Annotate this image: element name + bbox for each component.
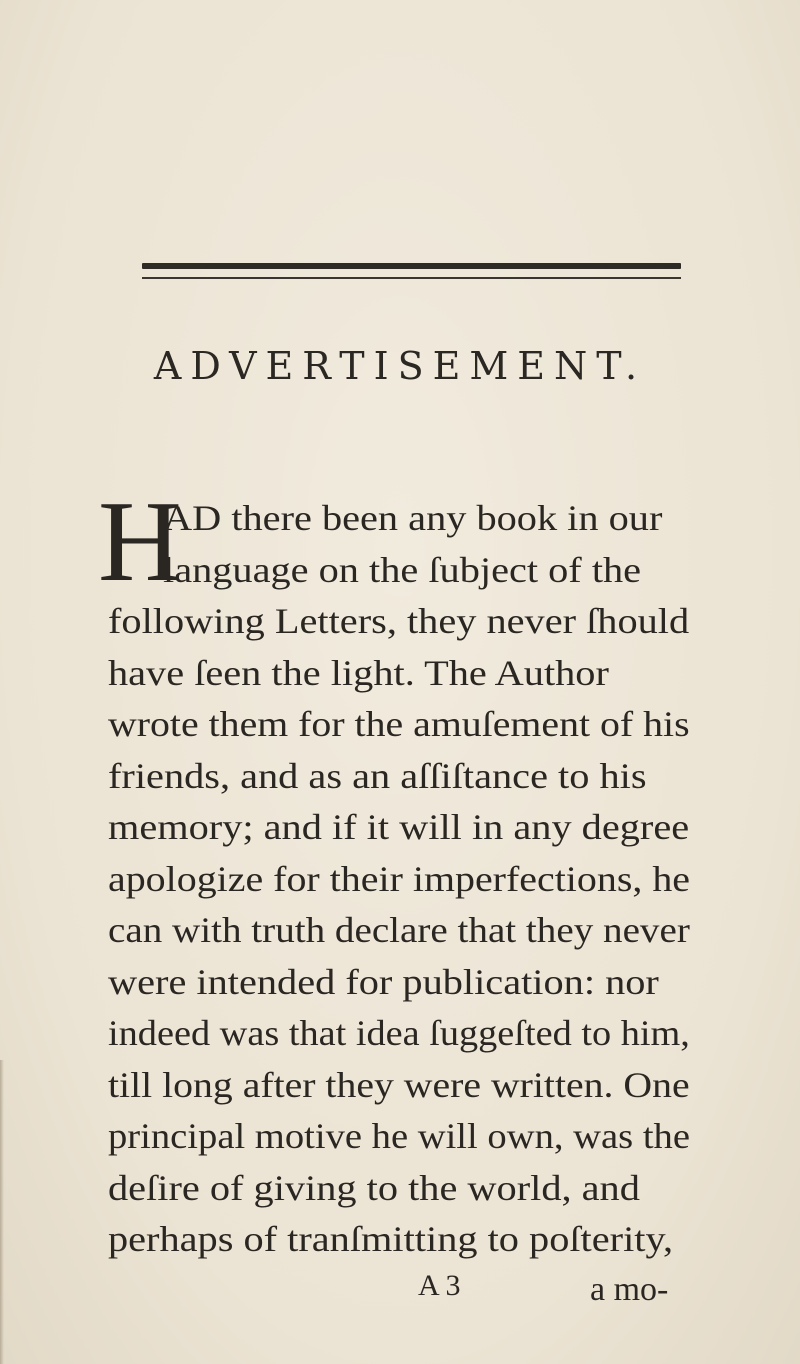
drop-capital: H <box>98 478 182 606</box>
text-line-10: were intended for publication: nor <box>108 962 659 1002</box>
signature-mark: A 3 <box>418 1269 461 1302</box>
page-heading: ADVERTISEMENT. <box>153 344 647 388</box>
text-line-11: indeed was that idea ſuggeſted to him, <box>108 1013 690 1053</box>
text-line-9: can with truth declare that they never <box>108 910 690 950</box>
text-line-1: AD there been any book in our <box>163 498 663 538</box>
text-line-7: memory; and if it will in any degree <box>108 807 690 847</box>
text-line-3: following Letters, they never ſhould <box>108 601 690 641</box>
text-line-13: principal motive he will own, was the <box>108 1116 690 1156</box>
text-line-15: perhaps of tranſmitting to poſterity, <box>108 1219 674 1259</box>
text-line-2: language on the ſubject of the <box>163 550 642 590</box>
text-line-6: friends, and as an aſſiſtance to his <box>108 756 647 796</box>
page-edge-shadow <box>0 1060 4 1364</box>
text-line-4: have ſeen the light. The Author <box>108 653 609 693</box>
text-line-12: till long after they were written. One <box>108 1065 690 1105</box>
text-line-14: deſire of giving to the world, and <box>108 1168 640 1208</box>
ornamental-rule-thin <box>142 277 681 279</box>
ornamental-rule-thick <box>142 263 681 269</box>
catchword: a mo- <box>590 1271 669 1308</box>
text-line-8: apologize for their imperfections, he <box>108 859 690 899</box>
text-line-5: wrote them for the amuſement of his <box>108 704 690 744</box>
